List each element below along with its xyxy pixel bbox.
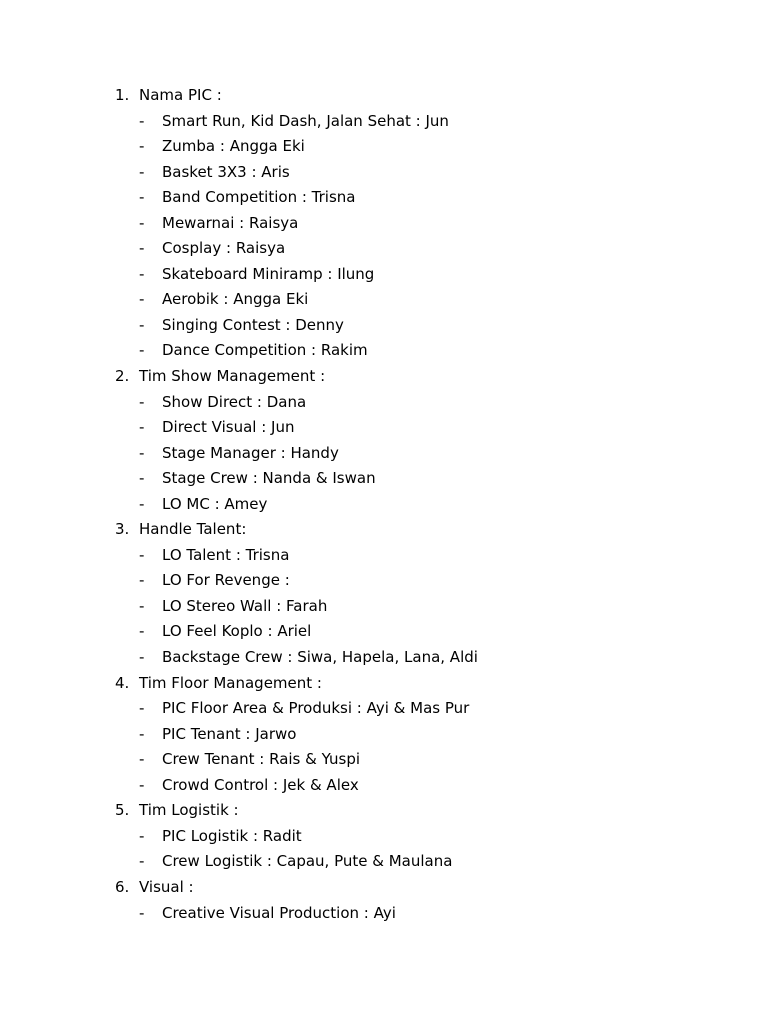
- list-section: [0, 875, 768, 926]
- section-heading: [0, 875, 768, 901]
- bullet-dash: -: [139, 162, 145, 181]
- list-item: [0, 109, 768, 135]
- list-item: [0, 722, 768, 748]
- bullet-dash: -: [139, 443, 145, 462]
- list-item: [0, 849, 768, 875]
- bullet-dash: -: [139, 545, 145, 564]
- section-title: Tim Show Management :: [139, 367, 326, 386]
- list-item: [0, 619, 768, 645]
- bullet-dash: -: [139, 775, 145, 794]
- bullet-dash: -: [139, 111, 145, 130]
- section-heading: [0, 671, 768, 697]
- list-item-text: Crew Logistik : Capau, Pute & Maulana: [162, 852, 453, 871]
- list-item-text: Stage Crew : Nanda & Iswan: [162, 469, 376, 488]
- list-item-text: Creative Visual Production : Ayi: [162, 903, 396, 922]
- bullet-dash: -: [139, 469, 145, 488]
- bullet-dash: -: [139, 596, 145, 615]
- section-title: Tim Floor Management :: [139, 673, 322, 692]
- bullet-dash: -: [139, 315, 145, 334]
- bullet-dash: -: [139, 571, 145, 590]
- bullet-dash: -: [139, 826, 145, 845]
- document-page: [0, 83, 768, 926]
- section-title: Nama PIC :: [139, 86, 222, 104]
- bullet-dash: -: [139, 213, 145, 232]
- list-item-text: Stage Manager : Handy: [162, 443, 339, 462]
- list-item-text: Direct Visual : Jun: [162, 418, 295, 437]
- list-item: [0, 901, 768, 927]
- list-item-text: Zumba : Angga Eki: [162, 137, 305, 156]
- bullet-dash: -: [139, 188, 145, 207]
- bullet-dash: -: [139, 903, 145, 922]
- list-item: [0, 696, 768, 722]
- list-item: [0, 747, 768, 773]
- section-number: 3.: [115, 520, 130, 539]
- list-item: [0, 594, 768, 620]
- list-item-text: Cosplay : Raisya: [162, 239, 286, 258]
- list-item-text: LO For Revenge :: [162, 571, 290, 590]
- list-item: [0, 466, 768, 492]
- bullet-dash: -: [139, 418, 145, 437]
- list-item-text: Smart Run, Kid Dash, Jalan Sehat : Jun: [162, 111, 449, 130]
- list-item: [0, 185, 768, 211]
- list-item-text: Dance Competition : Rakim: [162, 341, 368, 360]
- list-item: [0, 824, 768, 850]
- bullet-dash: -: [139, 341, 145, 360]
- list-item: [0, 313, 768, 339]
- bullet-dash: -: [139, 392, 145, 411]
- bullet-dash: -: [139, 648, 145, 667]
- list-section: [0, 671, 768, 799]
- list-item-text: PIC Tenant : Jarwo: [162, 724, 297, 743]
- section-title: Handle Talent:: [139, 520, 247, 539]
- list-item: [0, 543, 768, 569]
- section-number: 1.: [115, 86, 130, 104]
- list-item: [0, 211, 768, 237]
- list-section: [0, 517, 768, 670]
- section-title: Tim Logistik :: [139, 801, 239, 820]
- list-item-text: LO Talent : Trisna: [162, 545, 290, 564]
- list-item-text: Backstage Crew : Siwa, Hapela, Lana, Aldi: [162, 648, 478, 667]
- bullet-dash: -: [139, 724, 145, 743]
- bullet-dash: -: [139, 622, 145, 641]
- list-item: [0, 160, 768, 186]
- bullet-dash: -: [139, 852, 145, 871]
- list-item-text: Aerobik : Angga Eki: [162, 290, 309, 309]
- section-heading: [0, 798, 768, 824]
- list-item: [0, 338, 768, 364]
- list-item: [0, 287, 768, 313]
- section-title: Visual :: [139, 877, 194, 896]
- list-item-text: Mewarnai : Raisya: [162, 213, 299, 232]
- list-item: [0, 262, 768, 288]
- list-item-text: LO MC : Amey: [162, 494, 268, 513]
- list-item-text: Crowd Control : Jek & Alex: [162, 775, 359, 794]
- list-item-text: PIC Logistik : Radit: [162, 826, 302, 845]
- list-item-text: LO Stereo Wall : Farah: [162, 596, 328, 615]
- list-item-text: LO Feel Koplo : Ariel: [162, 622, 312, 641]
- bullet-dash: -: [139, 750, 145, 769]
- section-number: 6.: [115, 877, 130, 896]
- list-item-text: Show Direct : Dana: [162, 392, 307, 411]
- bullet-dash: -: [139, 264, 145, 283]
- list-item-text: Skateboard Miniramp : Ilung: [162, 264, 375, 283]
- section-number: 4.: [115, 673, 130, 692]
- list-item-text: Basket 3X3 : Aris: [162, 162, 290, 181]
- bullet-dash: -: [139, 494, 145, 513]
- list-item-text: Band Competition : Trisna: [162, 188, 356, 207]
- bullet-dash: -: [139, 290, 145, 309]
- list-item: [0, 390, 768, 416]
- section-number: 2.: [115, 367, 130, 386]
- bullet-dash: -: [139, 239, 145, 258]
- list-item-text: Crew Tenant : Rais & Yuspi: [162, 750, 361, 769]
- list-item: [0, 134, 768, 160]
- section-heading: [0, 83, 768, 109]
- list-section: [0, 364, 768, 517]
- list-item: [0, 236, 768, 262]
- list-section: [0, 83, 768, 364]
- list-item: [0, 415, 768, 441]
- list-item-text: PIC Floor Area & Produksi : Ayi & Mas Pur: [162, 699, 470, 718]
- list-section: [0, 798, 768, 875]
- list-item: [0, 645, 768, 671]
- list-item: [0, 568, 768, 594]
- bullet-dash: -: [139, 137, 145, 156]
- bullet-dash: -: [139, 699, 145, 718]
- section-number: 5.: [115, 801, 130, 820]
- list-item: [0, 773, 768, 799]
- list-item-text: Singing Contest : Denny: [162, 315, 344, 334]
- section-heading: [0, 517, 768, 543]
- section-heading: [0, 364, 768, 390]
- list-item: [0, 441, 768, 467]
- list-item: [0, 492, 768, 518]
